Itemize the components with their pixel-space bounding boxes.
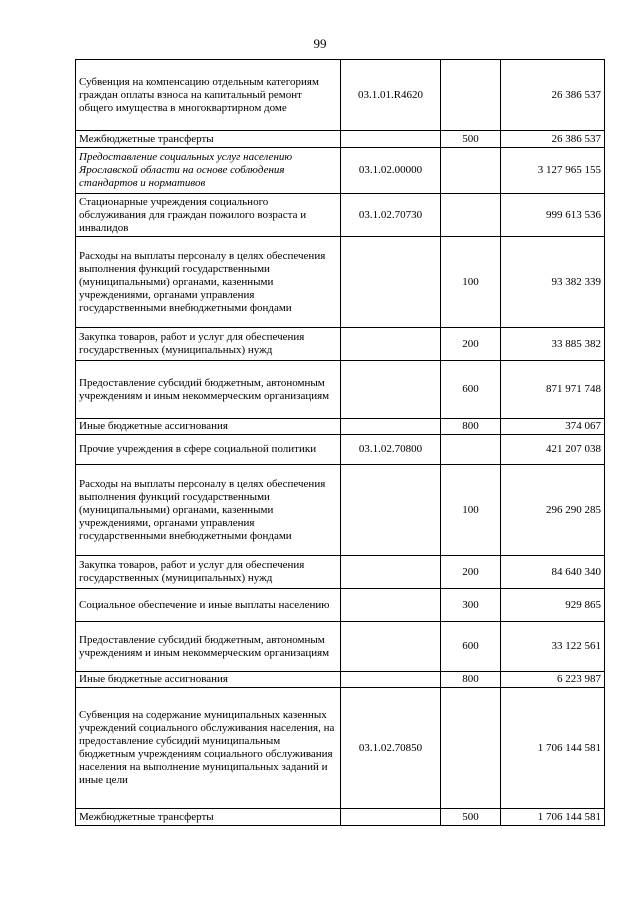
row-code: 03.1.01.R4620 <box>341 60 441 131</box>
row-amount: 33 885 382 <box>501 328 605 361</box>
row-name: Субвенция на содержание муниципальных казенных учреждений социального обслуживания населения, на предоставление субсидий муниципальным бюджетным учреждениям социального обслуживания населения на выполнение муниципальных заданий и иные цели <box>76 688 341 809</box>
row-expense-type <box>441 435 501 465</box>
page-number: 99 <box>313 36 327 51</box>
table-row <box>76 194 605 237</box>
row-code <box>341 672 441 688</box>
row-amount: 93 382 339 <box>501 237 605 328</box>
row-name: Прочие учреждения в сфере социальной политики <box>76 435 341 465</box>
row-code <box>341 237 441 328</box>
row-expense-type <box>441 60 501 131</box>
row-name: Социальное обеспечение и иные выплаты населению <box>76 589 341 622</box>
row-amount: 929 865 <box>501 589 605 622</box>
row-code: 03.1.02.70730 <box>341 194 441 237</box>
row-code <box>341 589 441 622</box>
row-amount: 871 971 748 <box>501 361 605 419</box>
row-code <box>341 131 441 148</box>
row-amount: 1 706 144 581 <box>501 688 605 809</box>
row-name: Предоставление субсидий бюджетным, автономным учреждениям и иным некоммерческим организациям <box>76 361 341 419</box>
row-expense-type: 800 <box>441 672 501 688</box>
row-amount: 421 207 038 <box>501 435 605 465</box>
row-code <box>341 465 441 556</box>
budget-table-body <box>76 60 605 826</box>
table-row <box>76 60 605 131</box>
table-row <box>76 589 605 622</box>
row-name: Предоставление социальных услуг населению Ярославской области на основе соблюдения стандартов и нормативов <box>76 148 341 194</box>
table-row <box>76 435 605 465</box>
table-row <box>76 148 605 194</box>
row-amount: 3 127 965 155 <box>501 148 605 194</box>
table-row <box>76 556 605 589</box>
row-expense-type: 100 <box>441 237 501 328</box>
table-row <box>76 328 605 361</box>
table-row <box>76 688 605 809</box>
table-row <box>76 809 605 826</box>
row-code: 03.1.02.70800 <box>341 435 441 465</box>
budget-table <box>75 59 605 826</box>
row-code: 03.1.02.00000 <box>341 148 441 194</box>
row-amount: 374 067 <box>501 419 605 435</box>
row-amount: 26 386 537 <box>501 60 605 131</box>
row-name: Иные бюджетные ассигнования <box>76 419 341 435</box>
row-name: Межбюджетные трансферты <box>76 131 341 148</box>
row-expense-type: 600 <box>441 361 501 419</box>
row-expense-type <box>441 194 501 237</box>
table-row <box>76 361 605 419</box>
table-row <box>76 672 605 688</box>
row-expense-type: 300 <box>441 589 501 622</box>
table-row <box>76 237 605 328</box>
row-amount: 84 640 340 <box>501 556 605 589</box>
row-expense-type <box>441 688 501 809</box>
row-amount: 999 613 536 <box>501 194 605 237</box>
row-expense-type: 800 <box>441 419 501 435</box>
row-name: Иные бюджетные ассигнования <box>76 672 341 688</box>
table-row <box>76 622 605 672</box>
row-name: Расходы на выплаты персоналу в целях обеспечения выполнения функций государственными (муниципальными) органами, казенными учреждениями, органами управления государственными внебюджетными фондами <box>76 465 341 556</box>
row-name: Предоставление субсидий бюджетным, автономным учреждениям и иным некоммерческим организациям <box>76 622 341 672</box>
row-amount: 296 290 285 <box>501 465 605 556</box>
row-name: Закупка товаров, работ и услуг для обеспечения государственных (муниципальных) нужд <box>76 556 341 589</box>
row-code <box>341 809 441 826</box>
row-expense-type: 500 <box>441 809 501 826</box>
row-name: Закупка товаров, работ и услуг для обеспечения государственных (муниципальных) нужд <box>76 328 341 361</box>
row-expense-type <box>441 148 501 194</box>
row-name: Стационарные учреждения социального обслуживания для граждан пожилого возраста и инвалидов <box>76 194 341 237</box>
row-expense-type: 100 <box>441 465 501 556</box>
row-expense-type: 600 <box>441 622 501 672</box>
row-name: Межбюджетные трансферты <box>76 809 341 826</box>
row-code <box>341 622 441 672</box>
table-row <box>76 131 605 148</box>
row-code: 03.1.02.70850 <box>341 688 441 809</box>
row-code <box>341 556 441 589</box>
row-amount: 6 223 987 <box>501 672 605 688</box>
row-code <box>341 328 441 361</box>
row-expense-type: 200 <box>441 556 501 589</box>
row-amount: 1 706 144 581 <box>501 809 605 826</box>
table-row <box>76 465 605 556</box>
table-row <box>76 419 605 435</box>
row-amount: 26 386 537 <box>501 131 605 148</box>
row-expense-type: 500 <box>441 131 501 148</box>
row-expense-type: 200 <box>441 328 501 361</box>
row-name: Субвенция на компенсацию отдельным категориям граждан оплаты взноса на капитальный ремонт общего имущества в многоквартирном доме <box>76 60 341 131</box>
row-code <box>341 361 441 419</box>
row-code <box>341 419 441 435</box>
row-name: Расходы на выплаты персоналу в целях обеспечения выполнения функций государственными (муниципальными) органами, казенными учреждениями, органами управления государственными внебюджетными фондами <box>76 237 341 328</box>
row-amount: 33 122 561 <box>501 622 605 672</box>
